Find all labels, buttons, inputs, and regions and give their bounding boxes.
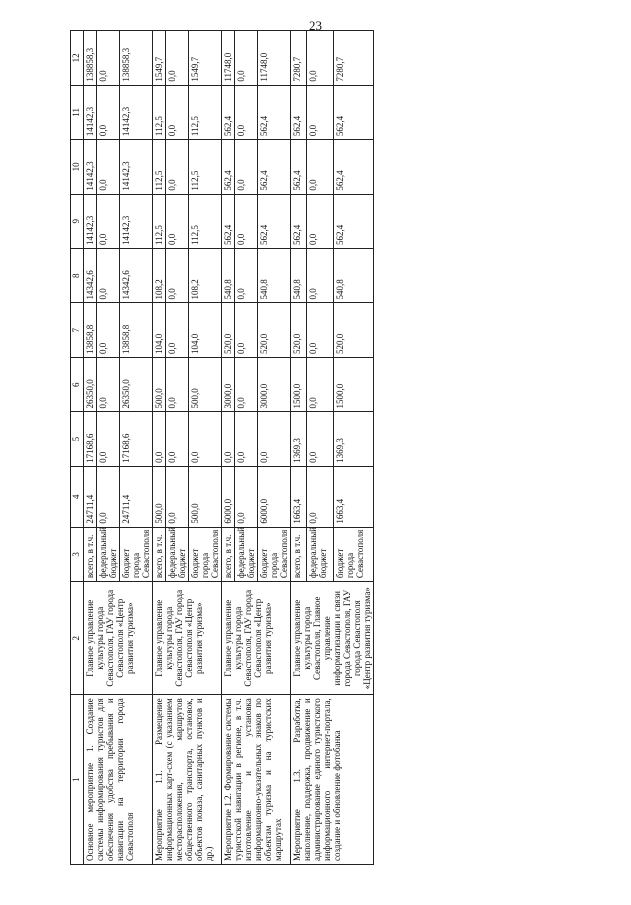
- value-cell: 500,0: [189, 357, 222, 411]
- funding-source-cell: федеральный бюджет: [97, 527, 120, 581]
- funding-source-cell: всего, в т.ч.: [222, 527, 235, 581]
- value-cell: 0,0: [189, 412, 222, 466]
- value-cell: 540,8: [258, 249, 291, 303]
- column-header: 4: [71, 466, 84, 527]
- value-cell: 540,8: [291, 249, 307, 303]
- value-cell: 0,0: [235, 85, 258, 139]
- value-cell: 0,0: [306, 31, 334, 86]
- funding-source-cell: федеральный бюджет: [306, 527, 334, 581]
- value-cell: 1500,0: [334, 357, 374, 411]
- funding-source-cell: бюджет города Севастополя: [334, 527, 374, 581]
- value-cell: 14142,3: [120, 140, 153, 194]
- value-cell: 112,5: [189, 140, 222, 194]
- value-cell: 520,0: [334, 303, 374, 357]
- value-cell: 104,0: [153, 303, 166, 357]
- column-header: 9: [71, 194, 84, 248]
- value-cell: 520,0: [291, 303, 307, 357]
- table-body: [84, 31, 374, 865]
- funding-source-cell: всего, в т.ч.: [291, 527, 307, 581]
- value-cell: 500,0: [189, 466, 222, 527]
- column-header: 11: [71, 85, 84, 139]
- page-number: 23: [309, 18, 322, 33]
- funding-source-cell: всего, в т.ч.: [153, 527, 166, 581]
- value-cell: 0,0: [166, 85, 189, 139]
- value-cell: 0,0: [306, 357, 334, 411]
- value-cell: 0,0: [235, 194, 258, 248]
- value-cell: 0,0: [166, 466, 189, 527]
- value-cell: 0,0: [306, 194, 334, 248]
- funding-source-cell: бюджет города Севастополя: [120, 527, 153, 581]
- value-cell: 0,0: [166, 194, 189, 248]
- executor-cell: Главное управление культуры города Севастополя, Главное управление информатизации и связи города Севастополя, ГАУ города Севастополя «Центр развития туризма»: [291, 582, 374, 695]
- value-cell: 0,0: [235, 140, 258, 194]
- value-cell: 0,0: [166, 412, 189, 466]
- value-cell: 0,0: [222, 412, 235, 466]
- value-cell: 0,0: [97, 303, 120, 357]
- value-cell: 0,0: [153, 412, 166, 466]
- value-cell: 0,0: [97, 466, 120, 527]
- value-cell: 562,4: [291, 85, 307, 139]
- header-row: [71, 31, 84, 865]
- value-cell: 1663,4: [334, 466, 374, 527]
- value-cell: 7280,7: [334, 31, 374, 86]
- value-cell: 1663,4: [291, 466, 307, 527]
- value-cell: 1369,3: [291, 412, 307, 466]
- value-cell: 138858,3: [84, 31, 97, 86]
- value-cell: 112,5: [153, 194, 166, 248]
- value-cell: 562,4: [334, 140, 374, 194]
- budget-table: [70, 30, 374, 865]
- measure-cell: Мероприятие 1.2. Формирование системы туристской навигации в регионе, в т.ч. изготовление и установка информационно-указательных знаков по объектам туризма и на туристских маршрутах: [222, 695, 291, 865]
- table-row: [153, 31, 166, 865]
- value-cell: 112,5: [189, 194, 222, 248]
- value-cell: 13858,8: [120, 303, 153, 357]
- value-cell: 562,4: [222, 194, 235, 248]
- value-cell: 0,0: [97, 194, 120, 248]
- value-cell: 562,4: [258, 85, 291, 139]
- value-cell: 0,0: [166, 249, 189, 303]
- measure-cell: Мероприятие 1.1. Размещение информационных карт-схем (с указанием месторасположения, маршрутов общественного транспорта, остановок, объектов показа, санитарных пунктов и др.): [153, 695, 222, 865]
- value-cell: 138858,3: [120, 31, 153, 86]
- column-header: 5: [71, 412, 84, 466]
- value-cell: 0,0: [166, 303, 189, 357]
- measure-cell: Основное мероприятие 1. Создание системы информирования туристов для обеспечения удобства пребывания и навигации на территории города Севастополя: [84, 695, 153, 865]
- value-cell: 0,0: [235, 466, 258, 527]
- value-cell: 104,0: [189, 303, 222, 357]
- table-row: [222, 31, 235, 865]
- value-cell: 7280,7: [291, 31, 307, 86]
- value-cell: 0,0: [235, 303, 258, 357]
- value-cell: 0,0: [97, 412, 120, 466]
- table-row: [291, 31, 307, 865]
- funding-source-cell: бюджет города Севастополя: [189, 527, 222, 581]
- value-cell: 0,0: [306, 249, 334, 303]
- value-cell: 3000,0: [258, 357, 291, 411]
- value-cell: 108,2: [153, 249, 166, 303]
- value-cell: 14342,6: [84, 249, 97, 303]
- value-cell: 14142,3: [84, 140, 97, 194]
- value-cell: 500,0: [153, 357, 166, 411]
- funding-source-cell: бюджет города Севастополя: [258, 527, 291, 581]
- value-cell: 3000,0: [222, 357, 235, 411]
- executor-cell: Главное управление культуры города Севастополя, ГАУ города Севастополя «Центр развития туризма»: [222, 582, 291, 695]
- value-cell: 0,0: [306, 140, 334, 194]
- funding-source-cell: всего, в т.ч.: [84, 527, 97, 581]
- value-cell: 14142,3: [84, 85, 97, 139]
- value-cell: 26350,0: [84, 357, 97, 411]
- value-cell: 1500,0: [291, 357, 307, 411]
- value-cell: 0,0: [166, 140, 189, 194]
- column-header: 8: [71, 249, 84, 303]
- executor-cell: Главное управление культуры города Севастополя, ГАУ города Севастополя «Центр развития туризма»: [84, 582, 153, 695]
- value-cell: 14142,3: [84, 194, 97, 248]
- value-cell: 0,0: [306, 412, 334, 466]
- value-cell: 0,0: [166, 31, 189, 86]
- value-cell: 24711,4: [120, 466, 153, 527]
- column-header: 10: [71, 140, 84, 194]
- value-cell: 0,0: [235, 357, 258, 411]
- value-cell: 1369,3: [334, 412, 374, 466]
- value-cell: 562,4: [334, 85, 374, 139]
- value-cell: 11748,0: [222, 31, 235, 86]
- value-cell: 24711,4: [84, 466, 97, 527]
- value-cell: 11748,0: [258, 31, 291, 86]
- column-header: 2: [71, 582, 84, 695]
- value-cell: 26350,0: [120, 357, 153, 411]
- value-cell: 540,8: [334, 249, 374, 303]
- value-cell: 112,5: [189, 85, 222, 139]
- value-cell: 0,0: [166, 357, 189, 411]
- value-cell: 0,0: [97, 357, 120, 411]
- value-cell: 0,0: [97, 249, 120, 303]
- value-cell: 562,4: [334, 194, 374, 248]
- value-cell: 0,0: [97, 31, 120, 86]
- measure-cell: Мероприятие 1.3. Разработка, наполнение, поддержка, продвижение и администрирование единого туристского информационного интернет-портала, создание и обновление фотобанка: [291, 695, 374, 865]
- value-cell: 0,0: [235, 31, 258, 86]
- column-header: 3: [71, 527, 84, 581]
- value-cell: 520,0: [222, 303, 235, 357]
- value-cell: 13858,8: [84, 303, 97, 357]
- value-cell: 0,0: [235, 412, 258, 466]
- value-cell: 0,0: [306, 466, 334, 527]
- value-cell: 520,0: [258, 303, 291, 357]
- rotated-table-container: [70, 30, 605, 865]
- value-cell: 540,8: [222, 249, 235, 303]
- value-cell: 112,5: [153, 85, 166, 139]
- table-row: [84, 31, 97, 865]
- value-cell: 562,4: [222, 85, 235, 139]
- value-cell: 14142,3: [120, 194, 153, 248]
- value-cell: 17168,6: [120, 412, 153, 466]
- value-cell: 14342,6: [120, 249, 153, 303]
- value-cell: 112,5: [153, 140, 166, 194]
- column-header: 1: [71, 695, 84, 865]
- value-cell: 0,0: [306, 85, 334, 139]
- column-header: 7: [71, 303, 84, 357]
- column-header: 6: [71, 357, 84, 411]
- value-cell: 6000,0: [222, 466, 235, 527]
- value-cell: 500,0: [153, 466, 166, 527]
- value-cell: 1549,7: [189, 31, 222, 86]
- value-cell: 562,4: [291, 194, 307, 248]
- value-cell: 108,2: [189, 249, 222, 303]
- value-cell: 562,4: [258, 140, 291, 194]
- value-cell: 0,0: [97, 85, 120, 139]
- value-cell: 0,0: [258, 412, 291, 466]
- funding-source-cell: федеральный бюджет: [166, 527, 189, 581]
- value-cell: 562,4: [222, 140, 235, 194]
- value-cell: 6000,0: [258, 466, 291, 527]
- value-cell: 14142,3: [120, 85, 153, 139]
- funding-source-cell: федеральный бюджет: [235, 527, 258, 581]
- value-cell: 562,4: [258, 194, 291, 248]
- value-cell: 1549,7: [153, 31, 166, 86]
- value-cell: 562,4: [291, 140, 307, 194]
- column-header: 12: [71, 31, 84, 86]
- executor-cell: Главное управление культуры города Севастополя, ГАУ города Севастополя «Центр развития туризма»: [153, 582, 222, 695]
- value-cell: 0,0: [306, 303, 334, 357]
- value-cell: 17168,6: [84, 412, 97, 466]
- value-cell: 0,0: [97, 140, 120, 194]
- value-cell: 0,0: [235, 249, 258, 303]
